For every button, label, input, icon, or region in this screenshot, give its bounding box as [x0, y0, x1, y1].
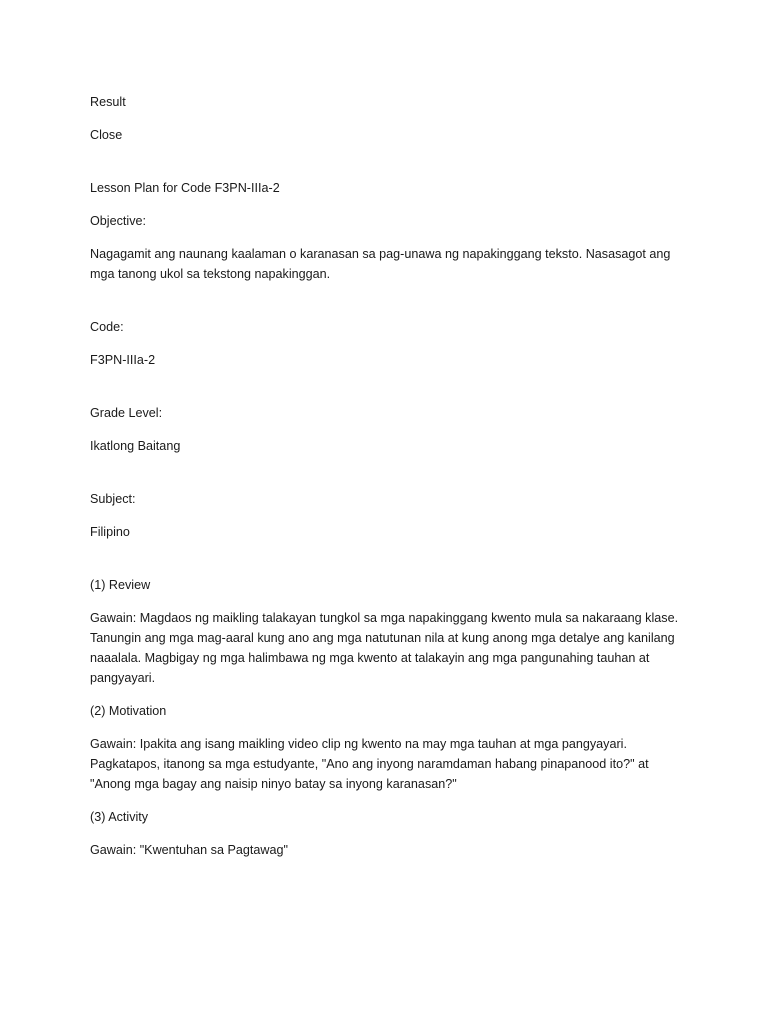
- document-page: [90, 92, 680, 873]
- code-value: F3PN-IIIa-2: [90, 353, 156, 367]
- section-heading-activity: (3) Activity: [90, 810, 149, 824]
- result-label[interactable]: Result: [90, 95, 126, 109]
- section-heading-review: (1) Review: [90, 578, 151, 592]
- section-heading-motivation: (2) Motivation: [90, 704, 167, 718]
- code-heading: Code:: [90, 320, 124, 334]
- section-text-review: Gawain: Magdaos ng maikling talakayan tungkol sa mga napakinggang kwento mula sa nakaraang klase. Tanungin ang mga mag-aaral kung ano ang mga natutunan nila at kung anong mga detalye ang kanilang naaalala. Magbigay ng mga halimbawa ng mga kwento at talakayin ang mga pangunahing tauhan at pangyayari.: [90, 611, 679, 685]
- grade-heading: Grade Level:: [90, 406, 163, 420]
- close-label[interactable]: Close: [90, 128, 123, 142]
- subject-heading: Subject:: [90, 492, 136, 506]
- section-text-motivation: Gawain: Ipakita ang isang maikling video clip ng kwento na may mga tauhan at mga pangyayari. Pagkatapos, itanong sa mga estudyante, "Ano ang inyong naramdaman habang pinapanood ito?" at "Anong mga bagay ang naisip ninyo batay sa inyong karanasan?": [90, 737, 649, 791]
- objective-text: Nagagamit ang naunang kaalaman o karanasan sa pag-unawa ng napakinggang teksto. Nasasagot ang mga tanong ukol sa tekstong napakinggan.: [90, 247, 671, 281]
- section-text-activity: Gawain: "Kwentuhan sa Pagtawag": [90, 843, 288, 857]
- lesson-title: Lesson Plan for Code F3PN-IIIa-2: [90, 181, 280, 195]
- subject-value: Filipino: [90, 525, 130, 539]
- objective-heading: Objective:: [90, 214, 146, 228]
- grade-value: Ikatlong Baitang: [90, 439, 181, 453]
